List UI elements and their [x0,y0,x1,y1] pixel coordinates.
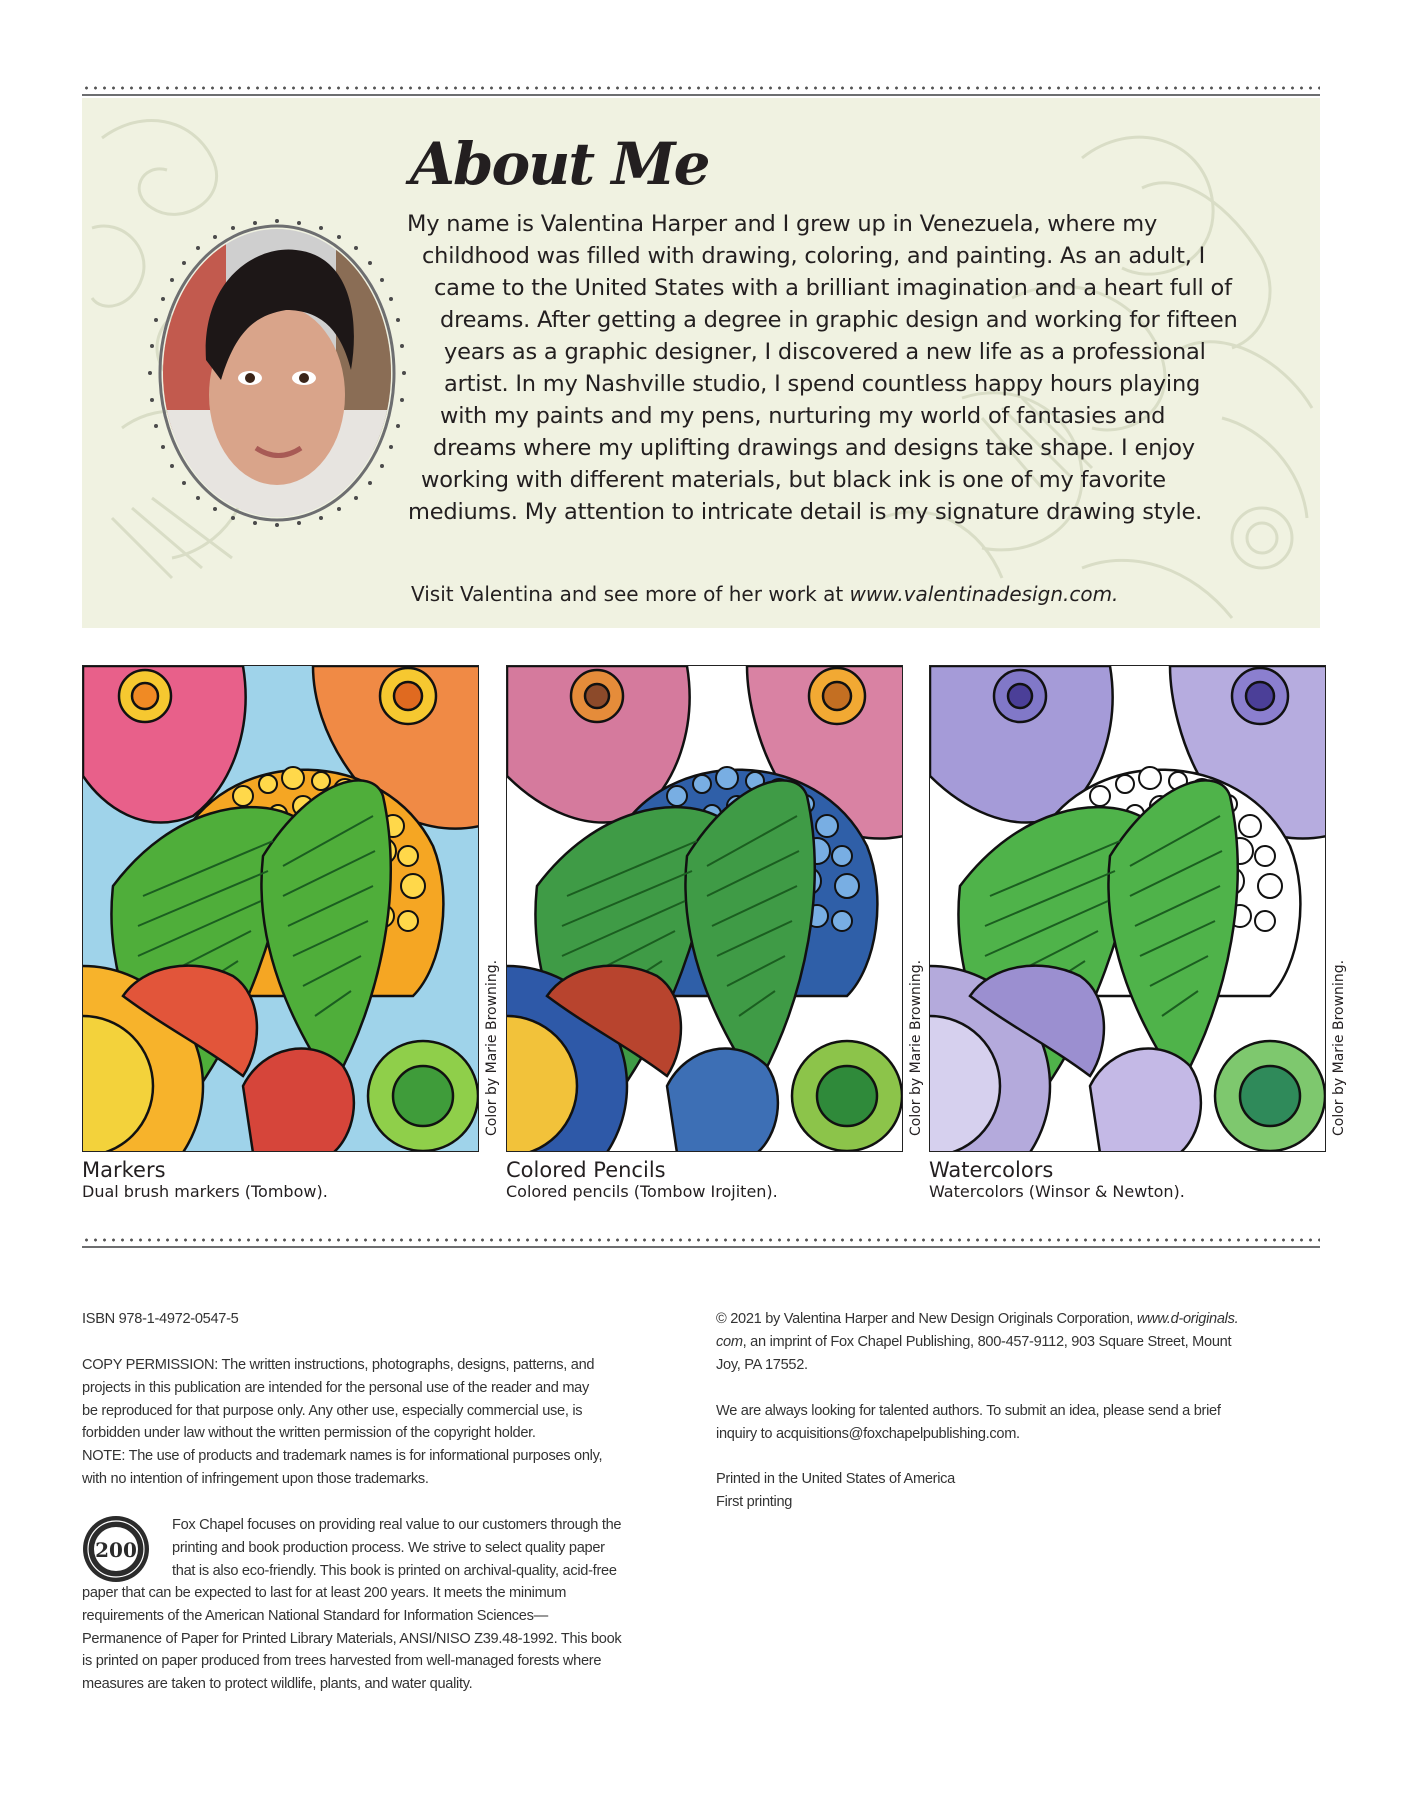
colored-pencils-flower-illustration [507,666,903,1152]
authors-wanted: We are always looking for talented authors. To submit an idea, please send a brief inquiry to acquisitions@foxchapelpublishing.com. [716,1403,1221,1442]
colored-pencils-title: Colored Pencils [506,1158,666,1182]
fox-chapel-statement-indented: Fox Chapel focuses on providing real value to our customers through the printing and book production process. We strive to select quality paper that is also eco-friendly. This book is printed on archival-quality, acid-free [172,1517,622,1579]
bio-line-8: dreams where my uplifting drawings and designs take shape. I enjoy [433,435,1195,461]
artwork-colored-pencils [506,665,903,1152]
bio-line-7: with my paints and my pens, nurturing my world of fantasies and [440,403,1166,429]
top-divider [82,86,1320,98]
printing-info: Printed in the United States of America First printing [716,1471,955,1510]
200-year-paper-seal [82,1515,150,1583]
website-link[interactable]: www.valentinadesign.com. [849,582,1119,606]
copyright-notice: © 2021 by Valentina Harper and New Design Originals Corporation, www.d-originals. com, an imprint of Fox Chapel Publishing, 800-457-9112, 903 Square Street, Mount Joy, PA 17552. [716,1311,1239,1373]
artwork-watercolors [929,665,1326,1152]
bio-line-5: years as a graphic designer, I discovered a new life as a professional [444,339,1206,365]
bio-line-3: came to the United States with a brilliant imagination and a heart full of [434,275,1232,301]
credit-colored-pencils: Color by Marie Browning. [908,959,924,1136]
artwork-markers [82,665,479,1152]
copy-permission: COPY PERMISSION: The written instructions, photographs, designs, patterns, and projects in this publication are intended for the personal use of the reader and may be reproduced for that purpose only. Any other use, especially commercial use, is forbidden under law without the written permission of the copyright holder. NOTE: The use of products and trademark names is for informational purposes only, with no intention of infringement upon those trademarks. [82,1357,603,1487]
markers-desc: Dual brush markers (Tombow). [82,1182,328,1201]
colored-pencils-desc: Colored pencils (Tombow Irojiten). [506,1182,778,1201]
author-portrait [146,210,408,536]
bottom-divider [82,1238,1320,1250]
bio-line-9: working with different materials, but black ink is one of my favorite [421,467,1166,493]
visit-text: Visit Valentina and see more of her work at [411,582,850,606]
watercolors-title: Watercolors [929,1158,1054,1182]
watercolors-desc: Watercolors (Winsor & Newton). [929,1182,1185,1201]
publisher-link[interactable]: www.d-originals. [1136,1311,1239,1327]
isbn: ISBN 978-1-4972-0547-5 [82,1311,239,1327]
bio-line-6: artist. In my Nashville studio, I spend countless happy hours playing [444,371,1201,397]
bio-line-10: mediums. My attention to intricate detail is my signature drawing style. [408,499,1203,525]
about-title: About Me [410,130,709,198]
credit-markers: Color by Marie Browning. [484,959,500,1136]
watercolors-flower-illustration [930,666,1326,1152]
markers-flower-illustration [83,666,479,1152]
bio-line-4: dreams. After getting a degree in graphic design and working for fifteen [440,307,1238,333]
fox-chapel-statement: paper that can be expected to last for at least 200 years. It meets the minimum requirements of the American National Standard for Information Sciences— Permanence of Paper for Printed Library Materials, ANSI/NISO Z39.48-1992. This book is printed on paper produced from trees harvested from well-managed forests where measures are taken to protect wildlife, plants, and water quality. [82,1585,622,1693]
seal-label: 200 [95,1538,137,1562]
bio-line-2: childhood was filled with drawing, coloring, and painting. As an adult, I [422,243,1206,269]
bio-line-1: My name is Valentina Harper and I grew up in Venezuela, where my [407,211,1158,237]
visit-line [411,582,1118,606]
credit-watercolors: Color by Marie Browning. [1331,959,1347,1136]
markers-title: Markers [82,1158,166,1182]
